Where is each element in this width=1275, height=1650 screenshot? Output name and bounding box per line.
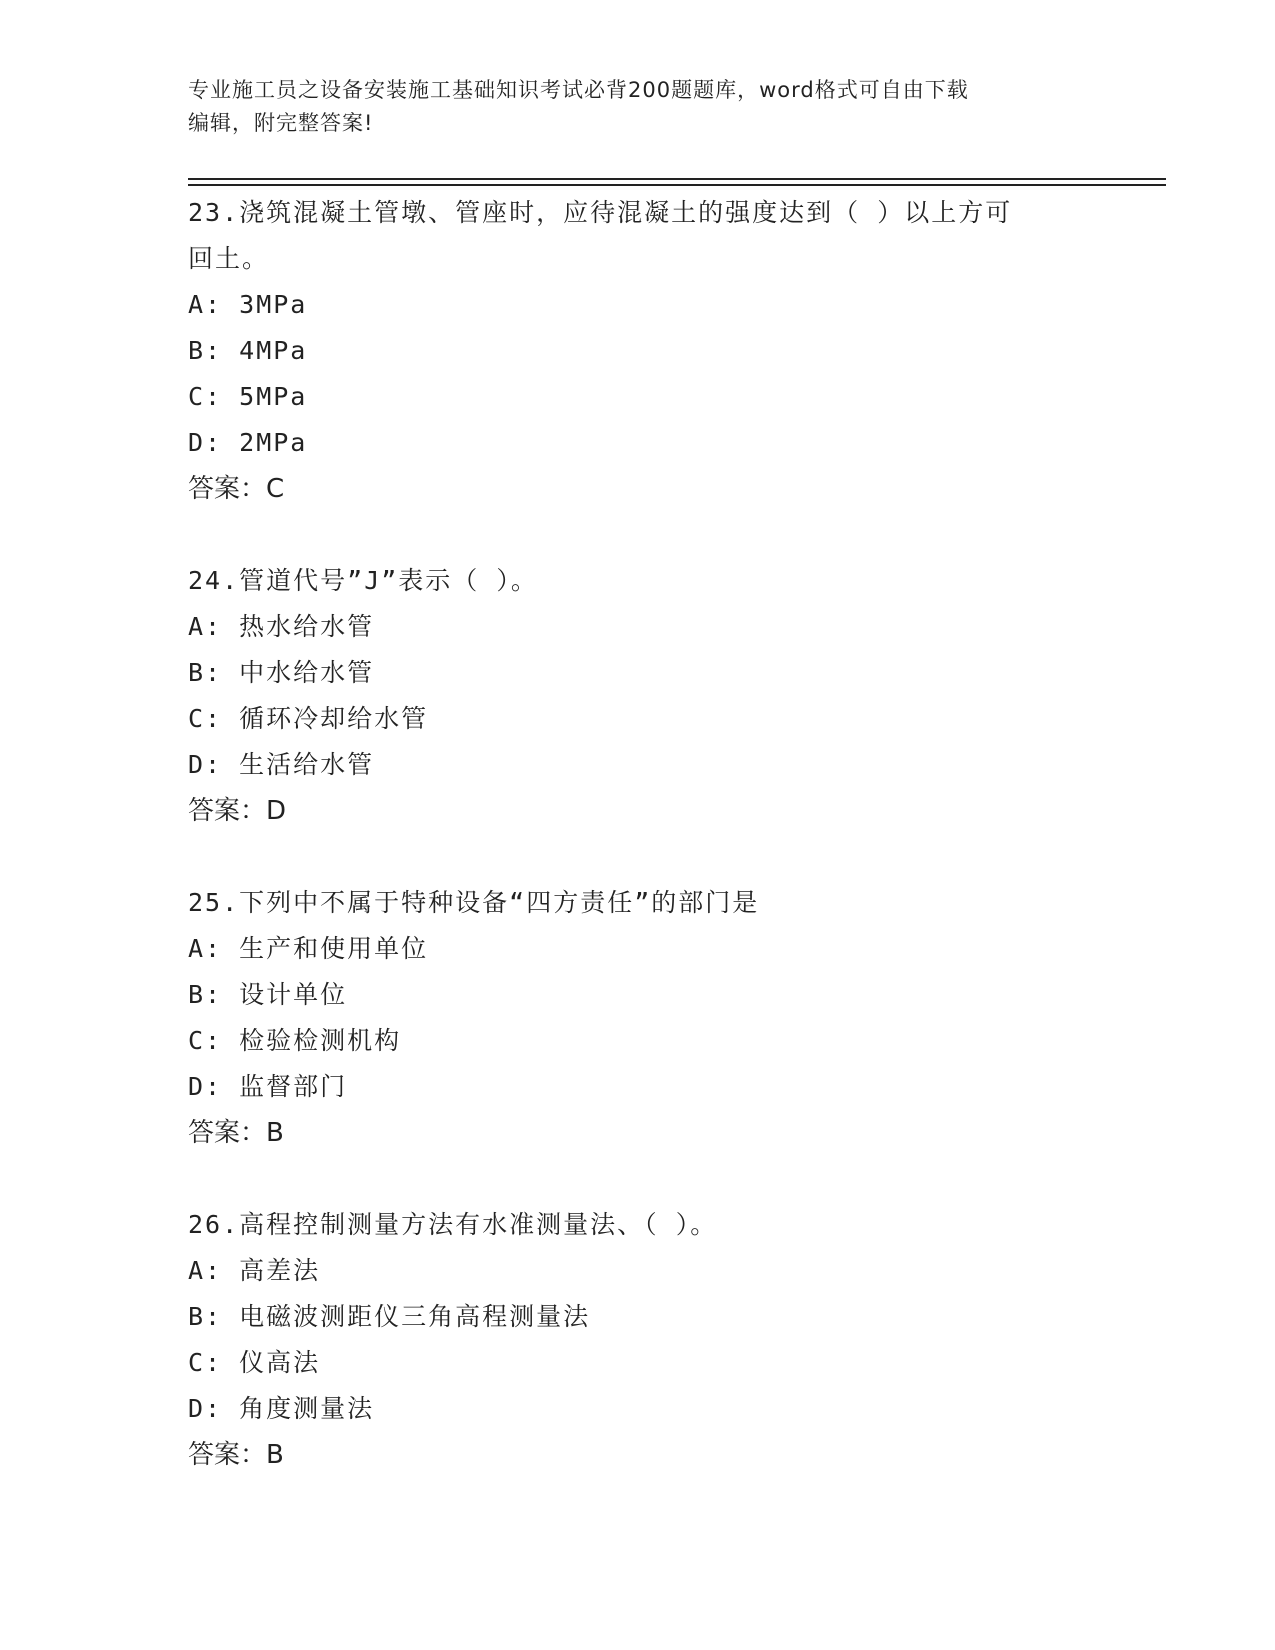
option-d: D: 生活给水管 <box>188 750 375 779</box>
question-26 <box>188 1202 1088 1478</box>
option-a: A: 热水给水管 <box>188 612 375 641</box>
header-divider-bottom <box>188 184 1166 186</box>
answer: 答案：D <box>188 796 287 826</box>
option-c: C: 仪高法 <box>188 1348 321 1377</box>
option-b: B: 4MPa <box>188 336 308 365</box>
option-c: C: 检验检测机构 <box>188 1026 402 1055</box>
question-stem: 25.下列中不属于特种设备“四方责任”的部门是 <box>188 888 760 917</box>
question-24 <box>188 558 1088 834</box>
question-stem: 24.管道代号”J”表示（ ）。 <box>188 566 538 595</box>
header-line-2: 编辑，附完整答案! <box>188 111 374 135</box>
question-list <box>188 190 1088 1478</box>
option-d: D: 角度测量法 <box>188 1394 375 1423</box>
option-d: D: 2MPa <box>188 428 308 457</box>
option-b: B: 电磁波测距仪三角高程测量法 <box>188 1302 591 1331</box>
option-a: A: 生产和使用单位 <box>188 934 429 963</box>
option-a: A: 3MPa <box>188 290 308 319</box>
option-b: B: 设计单位 <box>188 980 348 1009</box>
answer: 答案：C <box>188 474 285 504</box>
answer: 答案：B <box>188 1118 284 1148</box>
document-header <box>188 74 1068 140</box>
question-25 <box>188 880 1088 1156</box>
header-divider-top <box>188 178 1166 180</box>
question-stem: 26.高程控制测量方法有水准测量法、（ ）。 <box>188 1210 718 1239</box>
answer: 答案：B <box>188 1440 284 1470</box>
option-c: C: 循环冷却给水管 <box>188 704 429 733</box>
option-b: B: 中水给水管 <box>188 658 375 687</box>
option-c: C: 5MPa <box>188 382 308 411</box>
question-23 <box>188 190 1088 512</box>
option-a: A: 高差法 <box>188 1256 321 1285</box>
header-line-1: 专业施工员之设备安装施工基础知识考试必背200题题库，word格式可自由下载 <box>188 78 969 102</box>
question-stem-continued: 回土。 <box>188 244 270 273</box>
option-d: D: 监督部门 <box>188 1072 348 1101</box>
question-stem: 23.浇筑混凝土管墩、管座时，应待混凝土的强度达到（ ）以上方可 <box>188 198 1013 227</box>
